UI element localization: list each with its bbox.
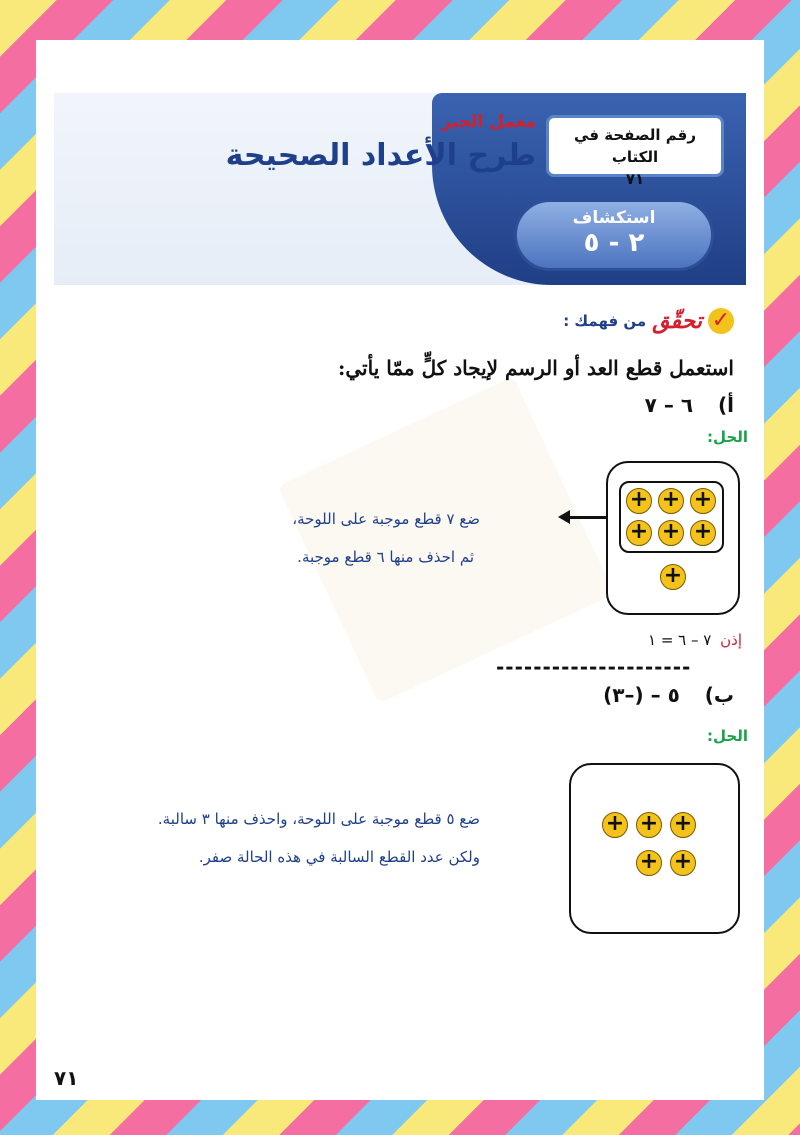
positive-tile: +	[690, 488, 716, 514]
positive-tile: +	[660, 564, 686, 590]
positive-tile: +	[658, 488, 684, 514]
check-word: تحقّق	[652, 308, 702, 334]
positive-tile: +	[670, 812, 696, 838]
result-expression: ٧ – ٦ = ١	[648, 631, 712, 649]
positive-tile: +	[636, 850, 662, 876]
part-b-note-line1: ضع ٥ قطع موجبة على اللوحة، واحذف منها ٣ سالبة.	[157, 810, 480, 828]
explore-number: ٢ - ٥	[583, 228, 645, 258]
part-a-note-line2: ثم احذف منها ٦ قطع موجبة.	[297, 548, 474, 566]
explore-label: استكشاف	[572, 208, 656, 228]
part-a-result	[648, 631, 742, 649]
book-page-number: ٧١	[625, 170, 645, 188]
part-b-solution-label: الحل:	[707, 727, 748, 745]
part-b-expression: ٥ – (–٣)	[603, 683, 680, 707]
section-divider: ---------------------	[496, 655, 692, 679]
book-page-label: رقم الصفحة في الكتاب	[574, 126, 696, 166]
lesson-banner	[54, 93, 746, 285]
positive-tile: +	[670, 850, 696, 876]
part-b-question	[603, 683, 734, 707]
arrow-left-icon	[558, 510, 570, 524]
part-a-solution-label: الحل:	[707, 428, 748, 446]
page-number: ٧١	[54, 1066, 79, 1090]
check-understanding-heading	[563, 308, 734, 334]
positive-tile: +	[602, 812, 628, 838]
check-mark-icon: ✓	[708, 308, 734, 334]
positive-tile: +	[626, 488, 652, 514]
part-a-label: أ)	[718, 393, 734, 417]
instruction-text: استعمل قطع العد أو الرسم لإيجاد كلٍّ ممّا يأتي:	[338, 356, 734, 380]
positive-tile: +	[658, 520, 684, 546]
part-b-note-line2: ولكن عدد القطع السالبة في هذه الحالة صفر.	[198, 848, 480, 866]
explore-badge	[514, 199, 714, 271]
part-a-question	[645, 393, 734, 417]
positive-tile: +	[636, 812, 662, 838]
lab-label: معمل الجبر	[441, 112, 536, 132]
book-page-box	[546, 115, 724, 188]
part-b-label: ب)	[704, 683, 734, 707]
counter-board-a	[606, 461, 740, 615]
part-a-note-line1: ضع ٧ قطع موجبة على اللوحة،	[292, 510, 480, 528]
result-word: إذن	[720, 631, 742, 649]
positive-tile: +	[626, 520, 652, 546]
check-subtitle: من فهمك :	[563, 312, 647, 330]
lesson-title: طرح الأعداد الصحيحة	[225, 138, 536, 173]
counter-board-b	[569, 763, 740, 934]
part-a-expression: ٦ – ٧	[644, 393, 694, 417]
positive-tile: +	[690, 520, 716, 546]
